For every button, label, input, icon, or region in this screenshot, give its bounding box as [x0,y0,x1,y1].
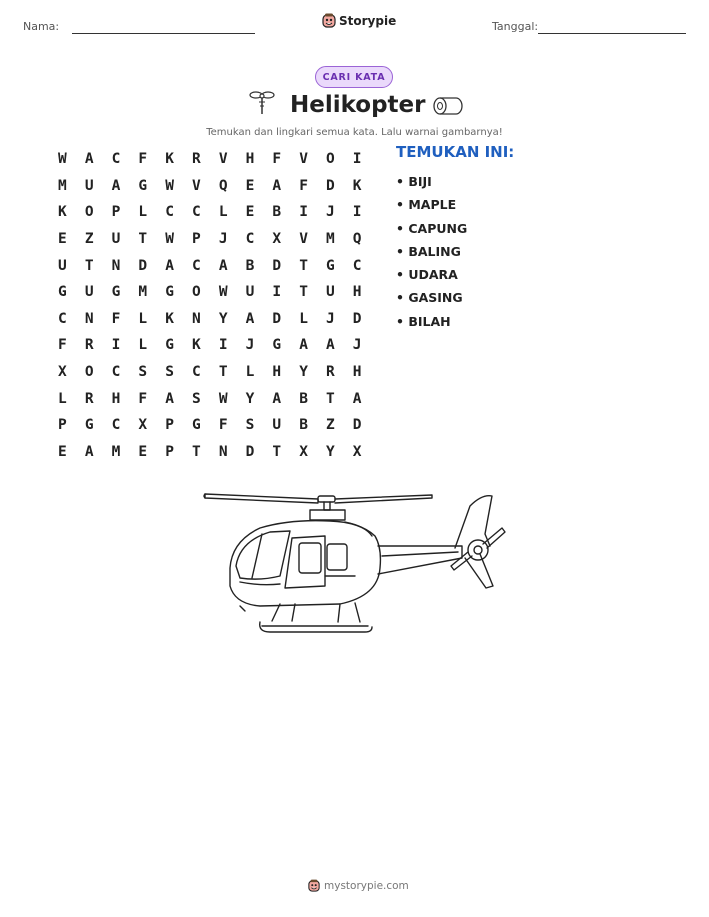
grid-letter[interactable]: C [192,364,201,381]
grid-letter[interactable]: Z [326,417,335,434]
grid-letter[interactable]: R [326,364,335,381]
grid-letter[interactable]: S [138,364,148,381]
grid-letter[interactable]: F [272,151,282,168]
grid-letter[interactable]: T [218,364,228,381]
grid-letter[interactable]: A [326,337,335,354]
grid-letter[interactable]: C [111,417,121,434]
footer-url: mystorypie.com [324,880,409,892]
grid-letter[interactable]: K [165,151,174,168]
grid-letter[interactable]: C [58,310,67,327]
grid-letter[interactable]: H [272,364,282,381]
grid-letter[interactable]: B [245,257,255,274]
grid-letter[interactable]: A [299,337,308,354]
grid-letter[interactable]: L [138,204,148,221]
grid-letter[interactable]: I [272,284,282,301]
grid-letter[interactable]: H [245,151,255,168]
grid-letter[interactable]: O [84,204,94,221]
grid-letter[interactable]: I [299,204,308,221]
grid-letter[interactable]: T [272,443,282,460]
grid-letter[interactable]: S [165,364,174,381]
grid-letter[interactable]: H [111,390,121,407]
name-line [72,33,255,34]
date-line [538,33,686,34]
grid-letter[interactable]: F [138,390,148,407]
grid-letter[interactable]: H [352,284,362,301]
word-item: • GASING [396,290,463,306]
grid-letter[interactable]: L [245,364,255,381]
grid-letter[interactable]: D [352,417,362,434]
grid-letter[interactable]: D [352,310,362,327]
grid-letter[interactable]: A [352,390,362,407]
grid-letter[interactable]: A [272,177,282,194]
grid-letter[interactable]: E [245,177,255,194]
grid-letter[interactable]: P [165,443,174,460]
grid-letter[interactable]: L [58,390,67,407]
activity-badge: CARI KATA [315,66,393,88]
grid-letter[interactable]: L [218,204,228,221]
grid-letter[interactable]: R [84,390,94,407]
grid-letter[interactable]: X [58,364,67,381]
grid-letter[interactable]: J [326,310,335,327]
grid-letter[interactable]: R [84,337,94,354]
grid-letter[interactable]: D [272,257,282,274]
grid-letter[interactable]: J [326,204,335,221]
grid-letter[interactable]: A [272,390,282,407]
grid-letter[interactable]: G [138,177,148,194]
grid-letter[interactable]: N [84,310,94,327]
grid-letter[interactable]: Y [245,390,255,407]
storypie-mascot-icon [308,879,320,893]
grid-letter[interactable]: P [58,417,67,434]
grid-letter[interactable]: E [138,443,148,460]
grid-letter[interactable]: K [192,337,201,354]
word-list-title: TEMUKAN INI: [396,143,515,161]
grid-letter[interactable]: A [165,257,174,274]
grid-letter[interactable]: C [111,151,121,168]
grid-letter[interactable]: A [84,443,94,460]
grid-letter[interactable]: T [138,231,148,248]
grid-letter[interactable]: M [138,284,148,301]
grid-letter[interactable]: K [58,204,67,221]
grid-letter[interactable]: G [165,284,174,301]
grid-letter[interactable]: G [192,417,201,434]
grid-letter[interactable]: D [245,443,255,460]
grid-letter[interactable]: F [58,337,67,354]
grid-letter[interactable]: D [326,177,335,194]
grid-letter[interactable]: U [84,177,94,194]
grid-letter[interactable]: E [245,204,255,221]
grid-letter[interactable]: A [111,177,121,194]
grid-letter[interactable]: O [84,364,94,381]
grid-letter[interactable]: V [218,151,228,168]
grid-letter[interactable]: A [218,257,228,274]
grid-letter[interactable]: C [165,204,174,221]
grid-letter[interactable]: W [165,231,174,248]
grid-letter[interactable]: C [352,257,362,274]
grid-letter[interactable]: G [272,337,282,354]
grid-letter[interactable]: S [245,417,255,434]
grid-letter[interactable]: Q [218,177,228,194]
grid-letter[interactable]: Y [218,310,228,327]
grid-letter[interactable]: M [58,177,67,194]
grid-letter[interactable]: L [138,310,148,327]
grid-letter[interactable]: O [326,151,335,168]
word-item: • BALING [396,243,461,259]
grid-letter[interactable]: T [299,284,308,301]
grid-letter[interactable]: P [165,417,174,434]
grid-letter[interactable]: F [218,417,228,434]
grid-letter[interactable]: M [326,231,335,248]
grid-letter[interactable]: T [192,443,201,460]
grid-letter[interactable]: U [272,417,282,434]
grid-letter[interactable]: D [138,257,148,274]
grid-letter[interactable]: K [352,177,362,194]
word-search-grid [49,146,371,465]
grid-letter[interactable]: U [326,284,335,301]
grid-letter[interactable]: N [111,257,121,274]
grid-letter[interactable]: Q [352,231,362,248]
grid-letter[interactable]: L [138,337,148,354]
word-item: • UDARA [396,267,458,283]
grid-letter[interactable]: Y [299,364,308,381]
word-item: • BIJI [396,174,432,189]
grid-letter[interactable]: F [299,177,308,194]
grid-letter[interactable]: C [192,204,201,221]
grid-letter[interactable]: I [111,337,121,354]
helicopter-illustration [200,486,510,641]
grid-letter[interactable]: X [352,443,362,460]
word-item: • CAPUNG [396,220,468,236]
grid-letter[interactable]: G [165,337,174,354]
name-label: Nama: [23,20,60,33]
grid-letter[interactable]: I [352,204,362,221]
grid-letter[interactable]: D [272,310,282,327]
grid-letter[interactable]: W [218,284,228,301]
grid-letter[interactable]: W [218,390,228,407]
date-label: Tanggal: [492,20,539,33]
grid-letter[interactable]: T [299,257,308,274]
grid-letter[interactable]: J [218,231,228,248]
grid-letter[interactable]: G [84,417,94,434]
grid-letter[interactable]: J [245,337,255,354]
grid-letter[interactable]: X [272,231,282,248]
grid-letter[interactable]: C [111,364,121,381]
grid-letter[interactable]: I [218,337,228,354]
grid-letter[interactable]: V [192,177,201,194]
grid-letter[interactable]: U [58,257,67,274]
grid-letter[interactable]: H [352,364,362,381]
grid-letter[interactable]: T [326,390,335,407]
grid-letter[interactable]: G [111,284,121,301]
grid-letter[interactable]: G [58,284,67,301]
grid-letter[interactable]: B [299,417,308,434]
grid-letter[interactable]: X [299,443,308,460]
footer [308,879,409,893]
grid-letter[interactable]: R [192,151,201,168]
brand-logo [322,13,396,29]
cylinder-part-icon [432,95,464,117]
grid-letter[interactable]: C [192,257,201,274]
grid-letter[interactable]: M [111,443,121,460]
grid-letter[interactable]: P [111,204,121,221]
grid-letter[interactable]: K [165,310,174,327]
word-item: • MAPLE [396,197,457,213]
word-list [396,170,467,333]
grid-letter[interactable]: E [58,231,67,248]
grid-letter[interactable]: O [192,284,201,301]
grid-letter[interactable]: S [192,390,201,407]
instructions: Temukan dan lingkari semua kata. Lalu warnai gambarnya! [206,127,503,138]
word-item: • BILAH [396,313,451,329]
grid-letter[interactable]: E [58,443,67,460]
page-title: Helikopter [290,92,426,118]
grid-letter[interactable]: U [245,284,255,301]
grid-letter[interactable]: V [299,151,308,168]
grid-letter[interactable]: Z [84,231,94,248]
brand-name: Storypie [339,14,397,28]
grid-letter[interactable]: U [84,284,94,301]
grid-letter[interactable]: B [272,204,282,221]
grid-letter[interactable]: J [352,337,362,354]
grid-letter[interactable]: A [165,390,174,407]
grid-letter[interactable]: I [352,151,362,168]
grid-letter[interactable]: Y [326,443,335,460]
grid-letter[interactable]: C [245,231,255,248]
grid-letter[interactable]: V [299,231,308,248]
grid-letter[interactable]: X [138,417,148,434]
grid-letter[interactable]: P [192,231,201,248]
grid-letter[interactable]: N [218,443,228,460]
grid-letter[interactable]: A [245,310,255,327]
grid-letter[interactable]: U [111,231,121,248]
grid-letter[interactable]: W [58,151,67,168]
grid-letter[interactable]: F [111,310,121,327]
grid-letter[interactable]: B [299,390,308,407]
maple-seed-icon [249,88,275,118]
grid-letter[interactable]: G [326,257,335,274]
grid-letter[interactable]: N [192,310,201,327]
grid-letter[interactable]: T [84,257,94,274]
grid-letter[interactable]: F [138,151,148,168]
grid-letter[interactable]: L [299,310,308,327]
grid-letter[interactable]: A [84,151,94,168]
grid-letter[interactable]: W [165,177,174,194]
storypie-mascot-icon [322,13,336,29]
